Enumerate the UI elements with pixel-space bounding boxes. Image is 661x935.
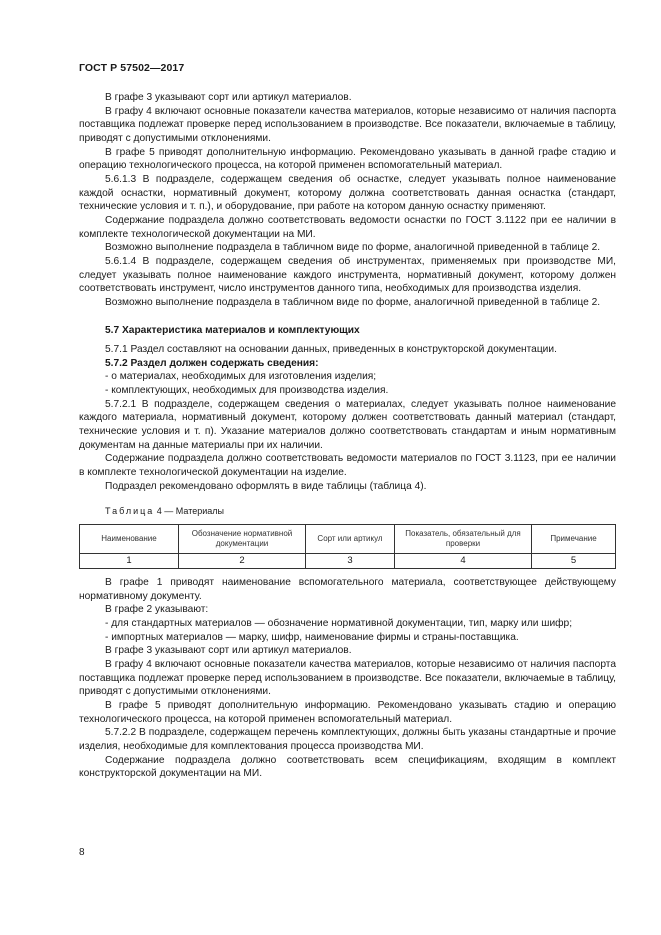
table-cell: 2 [179, 554, 306, 569]
paragraph: В графе 5 приводят дополнительную информацию. Рекомендовано указывать в данной графе стадию и операцию технологического процесса, на которой применен вспомогательный материал. [79, 146, 616, 172]
paragraph: В графе 3 указывают сорт или артикул материалов. [105, 645, 352, 657]
page-number: 8 [79, 847, 85, 858]
table-caption-prefix: Таблица [105, 506, 155, 517]
list-item: - импортных материалов — марку, шифр, наименование фирмы и страны-поставщика. [105, 631, 519, 643]
column-header: Сорт или артикул [306, 525, 395, 554]
paragraph: Возможно выполнение подраздела в табличном виде по форме, аналогичной приведенной в таблице 2. [105, 242, 601, 254]
paragraph: В графе 5 приводят дополнительную информацию. Рекомендовано указывать стадию и операцию технологического процесса, на которой применен вспомогательный материал. [79, 699, 616, 725]
paragraph: Содержание подраздела должно соответствовать ведомости оснастки по ГОСТ 3.1122 при ее наличии в комплекте технологической документации на МИ. [79, 214, 616, 240]
table-cell: 1 [80, 554, 179, 569]
table-caption-title: 4 — Материалы [154, 506, 224, 517]
table-caption [79, 505, 616, 519]
table-row [80, 554, 616, 569]
document-body [79, 91, 616, 781]
paragraph: В графу 4 включают основные показатели качества материалов, которые независимо от наличия паспорта поставщика подлежат проверке перед использованием в производстве. Все показатели, включаемые в таблицу, приводят с допустимыми отклонениями. [79, 105, 616, 144]
subsection-heading: 5.7.2 Раздел должен содержать сведения: [105, 357, 319, 369]
paragraph: 5.7.1 Раздел составляют на основании данных, приведенных в конструкторской документации. [105, 344, 557, 356]
column-header: Показатель, обязательный для проверки [395, 525, 532, 554]
list-item: - для стандартных материалов — обозначение нормативной документации, тип, марку или шифр; [105, 618, 573, 629]
paragraph: 5.7.2.2 В подразделе, содержащем перечень комплектующих, должны быть указаны стандартные и прочие изделия, необходимые для комплектования процесса производства МИ. [79, 727, 616, 752]
table-cell: 3 [306, 554, 395, 569]
paragraph: Возможно выполнение подраздела в табличном виде по форме, аналогичной приведенной в таблице 2. [105, 296, 601, 308]
materials-table [79, 524, 616, 569]
column-header: Наименование [80, 525, 179, 554]
paragraph: В графу 4 включают основные показатели качества материалов, которые независимо от наличия паспорта поставщика подлежат проверке перед использованием в производстве. Все показатели, включаемые в таблицу, приводят с допустимыми отклонениями. [79, 658, 616, 698]
table-cell: 4 [395, 554, 532, 569]
paragraph: 5.6.1.4 В подразделе, содержащем сведения об инструментах, применяемых при производстве МИ, следует указывать полное наименование каждого инструмента, нормативный документ, которому должен соответствовать инструмент, число инструментов данного типа, необходимых для производства изделия. [79, 255, 616, 295]
document-header: ГОСТ Р 57502—2017 [79, 62, 185, 74]
paragraph: Содержание подраздела должно соответствовать ведомости материалов по ГОСТ 3.1123, при ее наличии в комплекте технологической документации на изделие. [79, 453, 616, 479]
table-header-row [80, 525, 616, 554]
paragraph: 5.7.2.1 В подразделе, содержащем сведения о материалах, следует указывать полное наименование каждого материала, нормативный документ, которому должен соответствовать данный материал (стандарт, технические условия и т. п). Указание материалов должно соответствовать стандартам и иным нормативным документам на данные материалы при их наличии. [79, 398, 616, 451]
list-item: - о материалах, необходимых для изготовления изделия; [105, 371, 377, 383]
column-header: Примечание [532, 525, 616, 554]
section-heading: 5.7 Характеристика материалов и комплектующих [105, 324, 360, 336]
table-cell: 5 [532, 554, 616, 569]
paragraph: Содержание подраздела должно соответствовать всем спецификациям, входящим в комплект конструкторской документации на МИ. [79, 754, 616, 780]
paragraph: Подраздел рекомендовано оформлять в виде таблицы (таблица 4). [105, 480, 427, 492]
paragraph: В графе 3 указывают сорт или артикул материалов. [105, 92, 352, 103]
column-header: Обозначение нормативной документации [179, 525, 306, 554]
paragraph: 5.6.1.3 В подразделе, содержащем сведения об оснастке, следует указывать полное наименование каждой оснастки, нормативный документ, которому должна соответствовать данная оснастка (стандарт, технические условия и т. п.), и оборудование, при работе на котором данную оснастку применяют. [79, 173, 616, 213]
list-item: - комплектующих, необходимых для производства изделия. [105, 385, 389, 397]
paragraph: В графе 1 приводят наименование вспомогательного материала, соответствующее действующему нормативному документу. [79, 577, 616, 602]
paragraph: В графе 2 указывают: [105, 604, 209, 616]
